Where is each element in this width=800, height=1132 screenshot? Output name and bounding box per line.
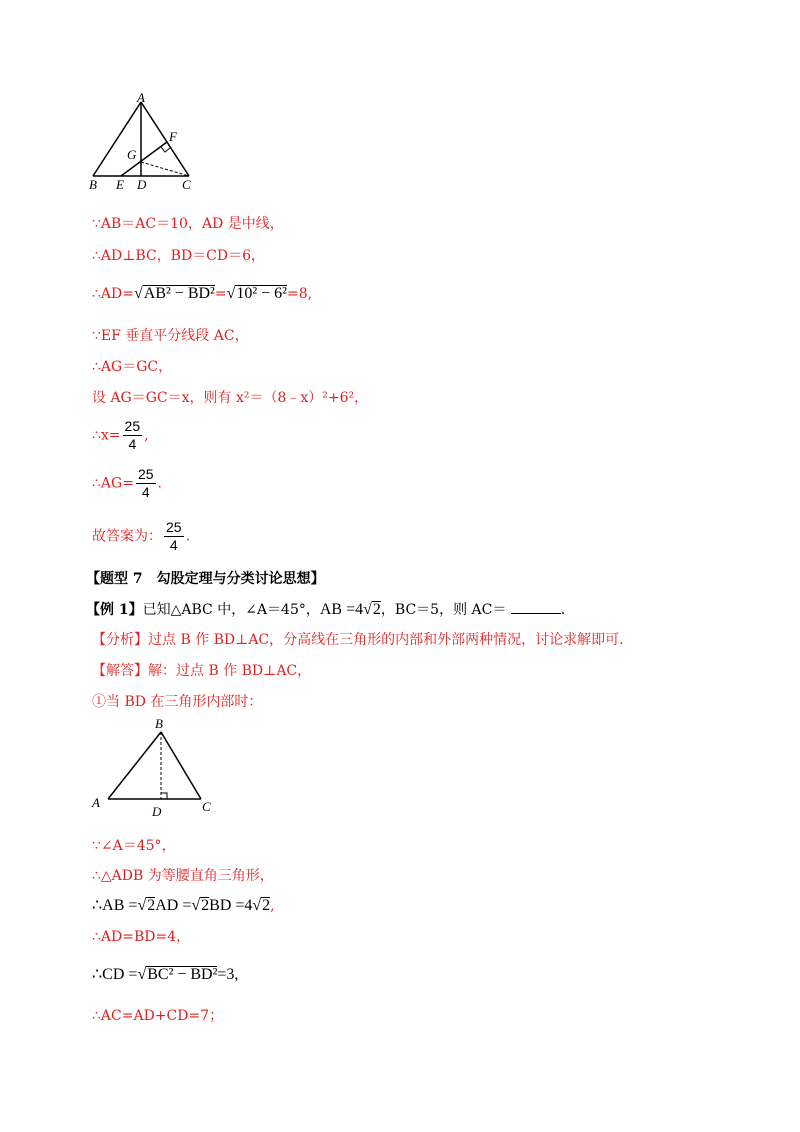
answer-tag: 【解答】 bbox=[92, 663, 148, 679]
fraction-x-num: 25 bbox=[124, 418, 141, 434]
sol2-line-6: ∴AC=AD+CD=7； bbox=[92, 1008, 224, 1024]
segment-bc-2 bbox=[161, 732, 201, 799]
fraction-answer-den: 4 bbox=[169, 537, 178, 553]
label-c-2: C bbox=[202, 799, 211, 814]
example-ab: AB =4 bbox=[319, 601, 364, 618]
sol2-l3-end: , bbox=[270, 898, 275, 914]
analysis-line bbox=[92, 630, 624, 650]
sol2-line-5: ∴CD =√BC² − BD²=3, bbox=[92, 966, 239, 983]
x-prefix: ∴x= bbox=[92, 427, 121, 444]
segment-ac bbox=[141, 102, 189, 176]
solution-line-2: ∴AD⊥BC，BD＝CD＝6， bbox=[92, 248, 266, 264]
segment-ab-2 bbox=[108, 732, 161, 799]
fraction-answer-num: 25 bbox=[166, 519, 182, 535]
label-b-2: B bbox=[155, 716, 163, 731]
sol2-l3-sqrt-2: 2 bbox=[201, 897, 210, 914]
sol2-l3-sqrt-3: 2 bbox=[262, 897, 271, 914]
case1-line: ①当 BD 在三角形内部时： bbox=[92, 694, 263, 710]
label-f: F bbox=[169, 129, 177, 144]
solution-line-4: ∴AG＝GC， bbox=[92, 359, 173, 375]
solution-line-ad: ∴AD=√AB² − BD²=√10² − 6²=8, bbox=[92, 285, 313, 302]
x-suffix: , bbox=[144, 427, 149, 444]
sol2-l5-radicand: BC² − BD² bbox=[147, 966, 218, 983]
label-d-2: D bbox=[152, 804, 162, 819]
solution-line-3: ∵EF 垂直平分线段 AC， bbox=[92, 328, 249, 344]
fraction-ag-num: 25 bbox=[137, 466, 154, 482]
sol2-l3-sqrt-1: 2 bbox=[147, 897, 156, 914]
fraction-x-den: 4 bbox=[128, 436, 137, 452]
solution-ag-value bbox=[92, 466, 162, 501]
fraction-ag bbox=[136, 466, 156, 501]
ad-prefix: ∴AD= bbox=[92, 286, 134, 302]
solution-x-value bbox=[92, 418, 149, 453]
example-text-1: 已知△ABC 中，∠A＝45°， bbox=[142, 602, 320, 618]
label-d: D bbox=[137, 177, 147, 192]
right-angle-mark-2 bbox=[161, 793, 167, 799]
label-b: B bbox=[89, 177, 97, 192]
example-line: 【例 1】已知△ABC 中，∠A＝45°，AB =4√2，BC＝5，则 AC＝ . bbox=[86, 601, 566, 618]
sol2-line-1: ∵∠A＝45°， bbox=[92, 838, 176, 854]
fraction-answer bbox=[164, 519, 184, 554]
solution-line-1: ∵AB＝AC＝10，AD 是中线， bbox=[92, 216, 284, 232]
ag-suffix: . bbox=[157, 475, 162, 492]
sol2-l5-prefix: ∴CD = bbox=[92, 966, 138, 983]
example-end: . bbox=[560, 602, 566, 618]
solution-line-5: 设 AG＝GC＝x，则有 x²＝（8﹣x）²+6²， bbox=[92, 390, 369, 406]
example-sqrt: 2 bbox=[372, 601, 381, 618]
section-title: 【题型 7 勾股定理与分类讨论思想】 bbox=[86, 571, 325, 587]
segment-ab bbox=[93, 102, 141, 176]
ad-result: =8, bbox=[286, 286, 313, 302]
analysis-tag: 【分析】 bbox=[92, 632, 148, 648]
figure-triangle-abc-1 bbox=[85, 92, 200, 192]
label-g: G bbox=[127, 147, 137, 162]
fraction-ag-den: 4 bbox=[141, 484, 150, 500]
example-tag: 【例 1】 bbox=[86, 602, 143, 618]
example-text-2: ，BC＝5，则 AC＝ bbox=[380, 602, 507, 618]
sol2-line-3: ∴AB =√2AD =√2BD =4√2, bbox=[92, 897, 275, 914]
answer-prefix: 故答案为： bbox=[92, 528, 162, 545]
sol2-l3-mid2: BD =4 bbox=[209, 897, 253, 914]
sol2-l3-prefix: ∴AB = bbox=[92, 897, 138, 914]
sol2-l3-mid1: AD = bbox=[155, 897, 192, 914]
answer-blank bbox=[511, 599, 561, 614]
sol2-line-4: ∴AD=BD=4， bbox=[92, 929, 191, 945]
label-a: A bbox=[137, 92, 145, 105]
answer-line bbox=[92, 519, 190, 554]
fraction-x bbox=[123, 418, 143, 453]
label-e: E bbox=[116, 177, 124, 192]
right-angle-mark bbox=[161, 147, 170, 152]
ag-prefix: ∴AG= bbox=[92, 475, 134, 492]
answer-text: 解：过点 B 作 BD⊥AC， bbox=[148, 663, 312, 679]
sol2-line-2: ∴△ADB 为等腰直角三角形， bbox=[92, 868, 274, 884]
analysis-text: 过点 B 作 BD⊥AC，分高线在三角形的内部和外部两种情况，讨论求解即可. bbox=[148, 632, 624, 648]
radicand-2: 10² − 6² bbox=[236, 285, 287, 302]
sol2-l5-result: =3, bbox=[217, 966, 239, 983]
ad-eq: = bbox=[214, 286, 227, 302]
label-a-2: A bbox=[92, 795, 100, 810]
answer-start-line bbox=[92, 661, 311, 681]
answer-suffix: . bbox=[185, 528, 191, 545]
label-c: C bbox=[182, 177, 191, 192]
radicand-1: AB² − BD² bbox=[143, 285, 215, 302]
figure-triangle-abc-2 bbox=[88, 712, 223, 820]
